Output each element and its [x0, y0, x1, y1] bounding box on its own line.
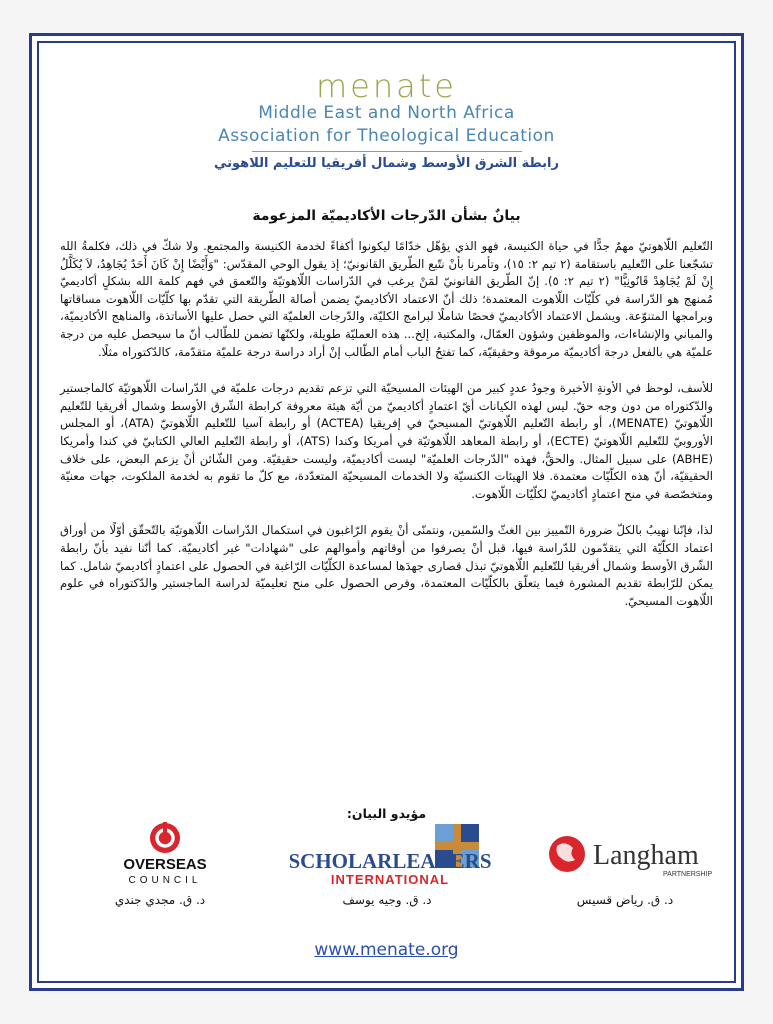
langham-logo — [545, 822, 715, 892]
langham-icon — [545, 822, 715, 888]
paragraph-2: للأسف، لوحظ في الأونةِ الأخيرة وجودُ عددٍ كبير من الهيئات المسيحيّة التي تزعم تقديم درجات علميّة في الدّراسات اللّاهوتيّة كالماجستير والدّكتوراه من دون وجه حقّ. ليس لهذه الكيانات أيّ اعتمادٍ أكاديميّ من أيّة هيئة معروفة كرابطة الشّرق الأوسط وشمال أفريقيا للتّعليم اللّاهوتيّ (MENATE)، أو رابطة التّعليم اللّاهوتيّ المسيحيّ في إفريقيا (ACTEA) أو رابطة آسيا للتّعليم اللّاهوتيّ (ATA)، أو المجلس الأوروبيّ للتّعليم اللّاهوتيّ (ECTE)، أو رابطة المعاهد اللّاهوتيّة في أمريكا وكندا (ATS)، أو رابطة التّعليم العالي الكتابيّ في كندا وأمريكا (ABHE) على سبيل المثال. والحقُّ، فهذه "الدّرجات العلميّة" ليست أكاديميّة، وليست حقيقيّة. ومن الشّائن أنْ يزعم البعض، على خلاف الحقيقيّة، أنّ هذه الكلّيّات معتمدة. فلا الهيئات الكنسيّة ولا الخدمات المسيحيّة المتعدّدة، مع كلّ ما تقوم به لخدمة الملكوت، جهات معنيّة ومتخصّصة في منح اعتمادٍ أكاديميّ لكلّيّات اللّاهوت. — [60, 381, 714, 501]
signer-langham: د. ق. رياض قسيس — [576, 893, 674, 907]
logo-wordmark: menate — [316, 67, 457, 105]
scholarleaders-logo — [290, 822, 505, 892]
overseas-name: OVERSEAS — [123, 856, 207, 873]
langham-name: Langham — [593, 840, 699, 871]
scholarleaders-icon — [290, 822, 505, 888]
logo-arabic-name: رابطة الشرق الأوسط وشمال أفريقيا للتعليم اللاهوتي — [214, 156, 559, 171]
logo-line-1: Middle East and North Africa — [258, 103, 515, 123]
logo-line-2: Association for Theological Education — [218, 126, 555, 146]
scholarleaders-sub: INTERNATIONAL — [330, 872, 450, 887]
overseas-sub: COUNCIL — [128, 875, 202, 886]
signer-overseas: د. ق. مجدي جندي — [114, 893, 206, 907]
logo-divider — [252, 151, 522, 152]
overseas-council-icon — [105, 822, 225, 888]
signers-label: مؤيدو البيان: — [346, 806, 427, 821]
menate-logo — [0, 67, 773, 173]
document-title: بيانٌ بشأن الدّرجات الأكاديميّة المزعومة — [252, 208, 521, 224]
document-body — [60, 238, 713, 629]
signer-scholarleaders: د. ق. وجيه يوسف — [342, 893, 432, 907]
endorser-logos — [60, 822, 713, 892]
overseas-council-logo — [105, 822, 225, 892]
paragraph-1: التّعليم اللّاهوتيّ مهمٌ جدًّا في حياة الكنيسة، فهو الذي يؤهّل خدّامًا ليكونوا أكفاءً لخدمة الكنيسة والمجتمع. ولا شكّ في ذلك، فكلمةُ الله تشجّعنا على التّعليم باستقامة (٢ تيم ٢: ١٥)، وتأمرنا بأنْ نتّبع الطّريق القانونيّ؛ إذ يقول الوحي المقدّس: "وَأَيْضًا إِنْ كَانَ أَحَدٌ يُجَاهِدُ، لاَ يُكَلَّلُ إِنْ لَمْ يُجَاهِدْ قَانُونِيًّا" (٢ تيم ٢: ٥). إنّ الطّريق القانونيّ لمَنْ يرغب في الدّراسات اللّاهوتيّة والتّعمق في فهم كلمة الله بشكلٍ أكاديميّ مُمنهج هو الدّراسة في كلّيّات اللّاهوت المعتمدة؛ ذلك أنّ الاعتماد الأكاديميّ يضمن أصالة الطّريقة التي تقدّم بها كلّيّات اللّاهوت مساقاتها وبرامجها المتنوّعة. ويشمل الاعتماد الأكاديميّ فحصًا شاملًا لبرامج الكليّة، والدّرجات العلميّة التي حصل عليها الأساتذة، والمناهج الأكاديميّة، والمباني والإنشاءات، والموظفين وشؤون العمّال، والمكتبة، إلخ... هذه العمليّة طويلة، ولكنّها تضمن للطّالب أنّ ما سيحصل عليه من درجة علميّة هي بالفعل درجة أكاديميّة مرموقة وحقيقيّة، كما تفتحُ الباب أمام الطّالب إنْ أراد دراسة درجة علميّة متقدّمة، كالدّكتوراه مثلًا. — [60, 239, 714, 359]
langham-sub: PARTNERSHIP — [663, 871, 713, 878]
website-link[interactable]: www.menate.org — [314, 940, 459, 960]
scholarleaders-name: SCHOLARLEADERS — [290, 849, 492, 873]
paragraph-3: لذا، فإنّنا نهيبُ بالكلّ ضرورة التّمييز بين الغثّ والسّمين، ونتمنّى أنْ يقوم الرّاغبون في استكمال الدّراسات اللّاهوتيّة بالتّحقّق أوّلًا من أوراق اعتماد الكلّيّة التي يتقدّمون للدّراسة فيها، قبل أنْ يصرفوا من أوقاتهم وأموالهم على "شهادات" غير أكاديميّة. كما أنّنا نفيد بأنّ رابطة الشّرق الأوسط وشمال أفريقيا للتّعليم اللّاهوتيّ تبذل قصارى جهدَها لمساعدة الكلّيّات الرّاغبة في الحصول على اعتمادٍ أكاديميّ شامل. كما يمكن للرّابطة تقديم المشورة فيما يتعلّق بالكلّيّات المعتمدة، وفرص الحصول على منح تعليميّة لدراسة الماجستير والدّكتوراه في علوم اللّاهوت المسيحيّ. — [60, 523, 713, 608]
